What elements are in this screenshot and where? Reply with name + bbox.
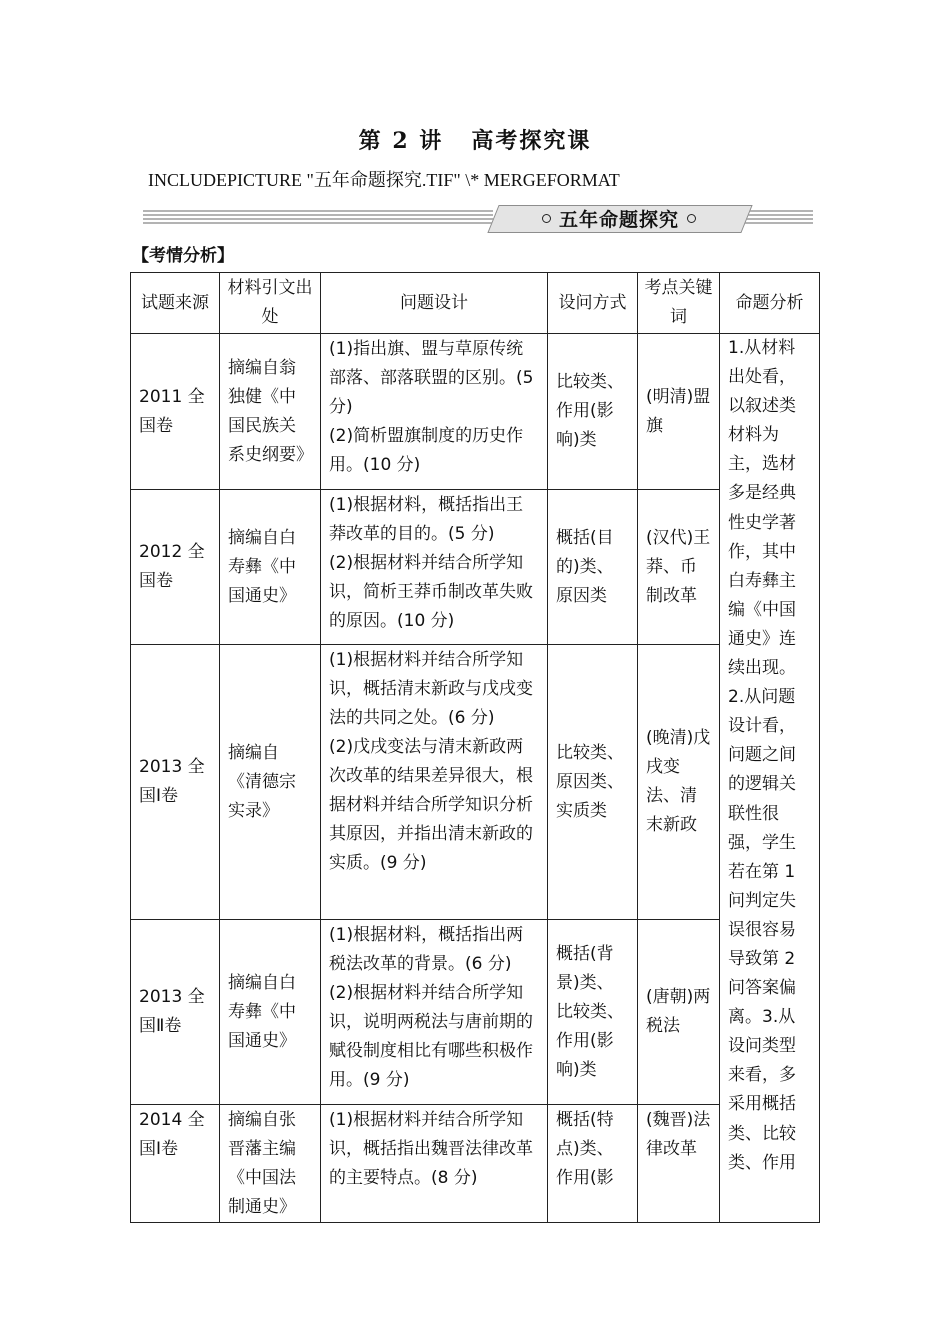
header-type: 设问方式 bbox=[548, 273, 638, 334]
header-question: 问题设计 bbox=[321, 273, 548, 334]
header-material: 材料引文出处 bbox=[220, 273, 321, 334]
cell-question: (1)根据材料并结合所学知识，概括指出魏晋法律改革的主要特点。(8 分) bbox=[321, 1105, 548, 1223]
banner-dot-right-icon bbox=[687, 214, 696, 223]
cell-material: 摘编自张晋藩主编《中国法制通史》 bbox=[220, 1105, 321, 1223]
header-analysis: 命题分析 bbox=[720, 273, 820, 334]
cell-source: 2011 全国卷 bbox=[131, 334, 220, 490]
cell-material: 摘编自白寿彝《中国通史》 bbox=[220, 920, 321, 1105]
table-row bbox=[131, 334, 820, 490]
cell-type: 概括(目的)类、原因类 bbox=[548, 490, 638, 645]
cell-material: 摘编自白寿彝《中国通史》 bbox=[220, 490, 321, 645]
table-header-row bbox=[131, 273, 820, 334]
page-title bbox=[0, 124, 950, 155]
field-code-text: INCLUDEPICTURE "五年命题探究.TIF" \* MERGEFORMAT bbox=[148, 170, 620, 190]
cell-material: 摘编自翁独健《中国民族关系史纲要》 bbox=[220, 334, 321, 490]
table-row bbox=[131, 645, 820, 920]
cell-analysis: 1.从材料出处看，以叙述类材料为主，选材多是经典性史学著作，其中白寿彝主编《中国通史》连续出现。2.从问题设计看，问题之间的逻辑关联性很强，学生若在第 1 问判定失误很容易导致第 2 问答案偏离。3.从设问类型来看，多采用概括类、比较类、作用 bbox=[720, 334, 820, 1223]
cell-question: (1)根据材料，概括指出王莽改革的目的。(5 分) (2)根据材料并结合所学知识，简析王莽币制改革失败的原因。(10 分) bbox=[321, 490, 548, 645]
cell-type: 比较类、原因类、实质类 bbox=[548, 645, 638, 920]
cell-source: 2012 全国卷 bbox=[131, 490, 220, 645]
table-row bbox=[131, 1105, 820, 1223]
lecture-name: 高考探究课 bbox=[471, 128, 592, 154]
cell-source: 2013 全国Ⅰ卷 bbox=[131, 645, 220, 920]
cell-question: (1)指出旗、盟与草原传统部落、部落联盟的区别。(5 分) (2)简析盟旗制度的历史作用。(10 分) bbox=[321, 334, 548, 490]
cell-keywords: (明清)盟旗 bbox=[638, 334, 720, 490]
cell-question: (1)根据材料，概括指出两税法改革的背景。(6 分) (2)根据材料并结合所学知识，说明两税法与唐前期的赋役制度相比有哪些积极作用。(9 分) bbox=[321, 920, 548, 1105]
table-row bbox=[131, 920, 820, 1105]
cell-source: 2014 全国Ⅰ卷 bbox=[131, 1105, 220, 1223]
cell-keywords: (晚清)戊戌变法、清末新政 bbox=[638, 645, 720, 920]
cell-material: 摘编自《清德宗实录》 bbox=[220, 645, 321, 920]
header-source: 试题来源 bbox=[131, 273, 220, 334]
lecture-number: 第 2 讲 bbox=[358, 128, 444, 154]
banner-dot-left-icon bbox=[542, 214, 551, 223]
cell-keywords: (汉代)王莽、币制改革 bbox=[638, 490, 720, 645]
table-row bbox=[131, 490, 820, 645]
cell-type: 概括(背景)类、比较类、作用(影响)类 bbox=[548, 920, 638, 1105]
cell-question: (1)根据材料并结合所学知识，概括清末新政与戊戌变法的共同之处。(6 分) (2)戊戌变法与清末新政两次改革的结果差异很大，根据材料并结合所学知识分析其原因，并指出清末新政的实质。(9 分) bbox=[321, 645, 548, 920]
cell-keywords: (唐朝)两税法 bbox=[638, 920, 720, 1105]
banner-label: 五年命题探究 bbox=[558, 208, 679, 231]
cell-type: 比较类、作用(影响)类 bbox=[548, 334, 638, 490]
section-heading: 【考情分析】 bbox=[132, 246, 234, 266]
cell-source: 2013 全国Ⅱ卷 bbox=[131, 920, 220, 1105]
cell-keywords: (魏晋)法律改革 bbox=[638, 1105, 720, 1223]
header-keywords: 考点关键词 bbox=[638, 273, 720, 334]
cell-type: 概括(特点)类、作用(影 bbox=[548, 1105, 638, 1223]
section-banner bbox=[143, 203, 813, 233]
exam-analysis-table bbox=[130, 272, 820, 1223]
